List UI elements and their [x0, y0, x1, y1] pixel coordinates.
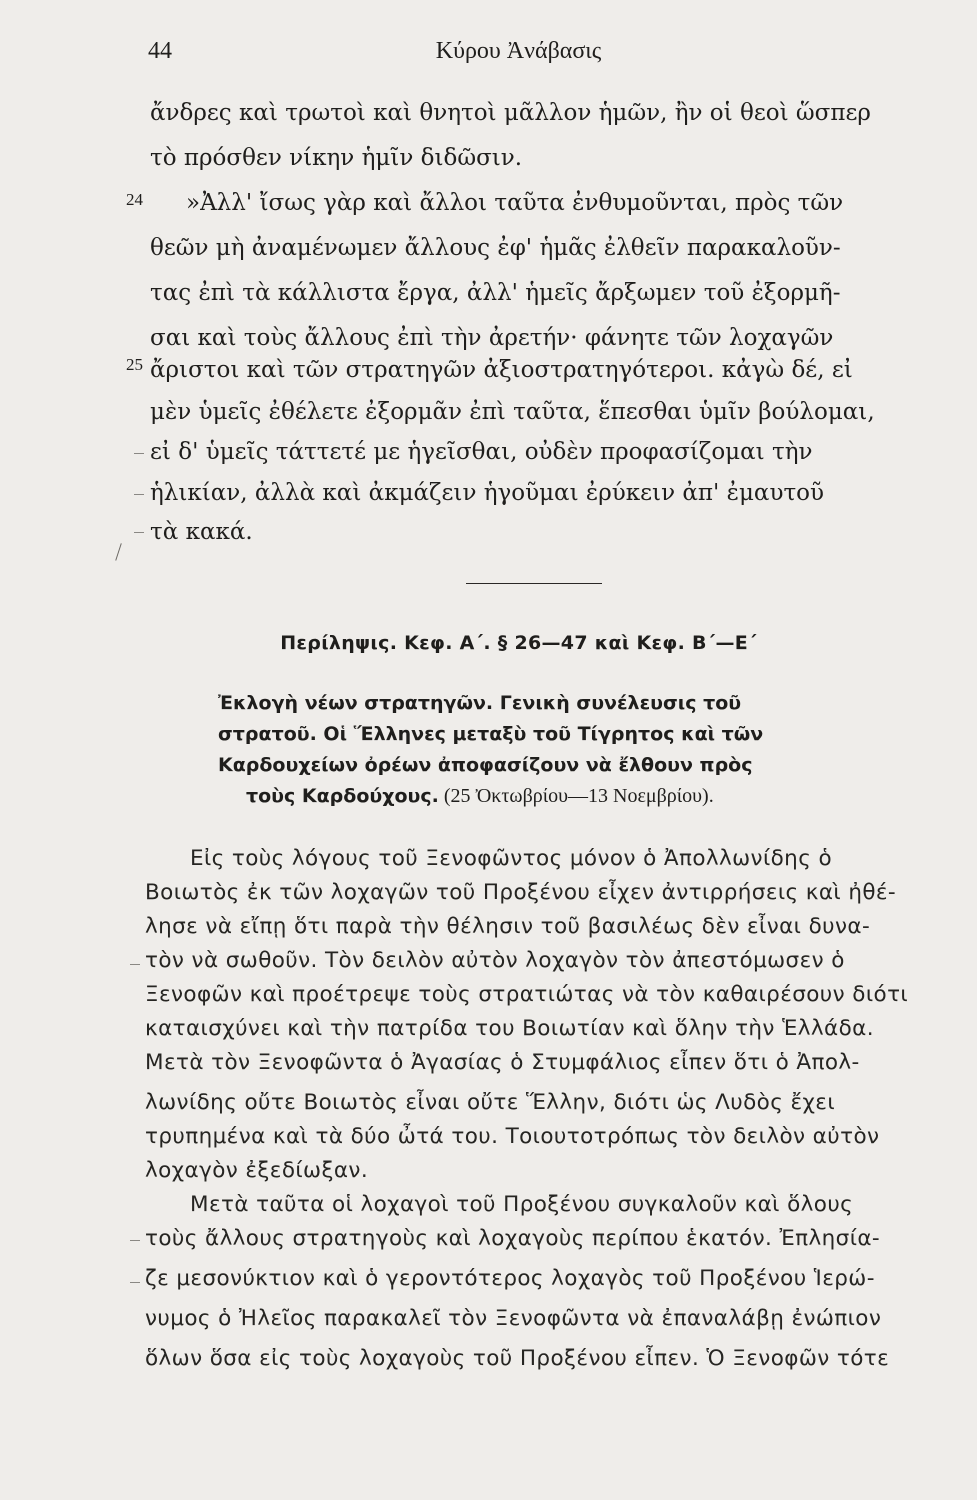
passage-line: »Ἀλλ' ἴσως γὰρ καὶ ἄλλοι ταῦτα ἐνθυμοῦνται, πρὸς τῶν	[186, 190, 844, 216]
narrative-line: Μετὰ τὸν Ξενοφῶντα ὁ Ἀγασίας ὁ Στυμφάλιος εἶπεν ὅτι ὁ Ἀπολ-	[145, 1050, 860, 1075]
page-number: 44	[148, 38, 172, 64]
narrative-line: λοχαγὸν ἐξεδίωξαν.	[145, 1158, 369, 1183]
passage-line: τὰ κακά.	[150, 519, 253, 545]
passage-line: τὸ πρόσθεν νίκην ἡμῖν διδῶσιν.	[150, 145, 523, 171]
passage-line: ἡλικίαν, ἀλλὰ καὶ ἀκμάζειν ἡγοῦμαι ἐρύκειν ἀπ' ἐμαυτοῦ	[150, 480, 824, 506]
narrative-line: τρυπημένα καὶ τὰ δύο ὦτά του. Τοιουτοτρόπως τὸν δειλὸν αὐτὸν	[145, 1124, 880, 1149]
narrative-line: Βοιωτὸς ἐκ τῶν λοχαγῶν τοῦ Προξένου εἶχεν ἀντιρρήσεις καὶ ἠθέ-	[145, 880, 897, 905]
summary-line: Καρδουχείων ὀρέων ἀποφασίζουν νὰ ἔλθουν πρὸς	[218, 754, 753, 776]
summary-line: Ἐκλογὴ νέων στρατηγῶν. Γενικὴ συνέλευσις τοῦ	[218, 692, 742, 714]
margin-tick	[134, 453, 144, 454]
narrative-line: Ξενοφῶν καὶ προέτρεψε τοὺς στρατιώτας νὰ τὸν καθαιρέσουν διότι	[145, 982, 909, 1007]
passage-line: μὲν ὑμεῖς ἐθέλετε ἐξορμᾶν ἐπὶ ταῦτα, ἕπεσθαι ὑμῖν βούλομαι,	[150, 399, 875, 425]
margin-tick	[130, 1240, 140, 1241]
narrative-line: τὸν νὰ σωθοῦν. Τὸν δειλὸν αὐτὸν λοχαγὸν τὸν ἀπεστόμωσεν ὁ	[145, 948, 845, 973]
narrative-line: ὅλων ὅσα εἰς τοὺς λοχαγοὺς τοῦ Προξένου εἶπεν. Ὁ Ξενοφῶν τότε	[145, 1346, 890, 1371]
narrative-line: Μετὰ ταῦτα οἱ λοχαγοὶ τοῦ Προξένου συγκαλοῦν καὶ ὅλους	[190, 1192, 854, 1217]
passage-line: ἄνδρες καὶ τρωτοὶ καὶ θνητοὶ μᾶλλον ἡμῶν, ἢν οἱ θεοὶ ὥσπερ	[150, 100, 871, 126]
passage-line: θεῶν μὴ ἀναμένωμεν ἄλλους ἐφ' ἡμᾶς ἐλθεῖν παρακαλοῦν-	[150, 235, 841, 261]
margin-tick	[130, 1282, 140, 1283]
summary-dates: (25 Ὀκτωβρίου—13 Νοεμβρίου).	[438, 785, 714, 807]
passage-line: σαι καὶ τοὺς ἄλλους ἐπὶ τὴν ἀρετήν· φάνητε τῶν λοχαγῶν	[150, 325, 834, 351]
section-marker: 24	[126, 190, 143, 209]
section-divider	[466, 583, 602, 584]
passage-line: ἄριστοι καὶ τῶν στρατηγῶν ἀξιοστρατηγότεροι. κἀγὼ δέ, εἰ	[150, 357, 853, 383]
narrative-line: ζε μεσονύκτιον καὶ ὁ γεροντότερος λοχαγὸς τοῦ Προξένου Ἱερώ-	[145, 1266, 875, 1291]
summary-heading: Περίληψις. Κεφ. Α΄. § 26—47 καὶ Κεφ. Β΄—Ε΄	[280, 632, 757, 654]
narrative-line: καταισχύνει καὶ τὴν πατρίδα του Βοιωτίαν καὶ ὅλην τὴν Ἑλλάδα.	[145, 1016, 874, 1041]
passage-line: τας ἐπὶ τὰ κάλλιστα ἔργα, ἀλλ' ἡμεῖς ἄρξωμεν τοῦ ἐξορμῆ-	[150, 280, 841, 306]
margin-tick	[130, 964, 140, 965]
narrative-line: λησε νὰ εἴπῃ ὅτι παρὰ τὴν θέλησιν τοῦ βασιλέως δὲν εἶναι δυνα-	[145, 914, 871, 939]
section-marker: 25	[126, 355, 143, 374]
summary-last-line	[246, 785, 714, 808]
running-title: Κύρου Ἀνάβασις	[435, 38, 602, 64]
margin-tick	[134, 532, 144, 533]
margin-tick	[134, 494, 144, 495]
margin-slash-mark	[115, 543, 122, 561]
narrative-line: τοὺς ἄλλους στρατηγοὺς καὶ λοχαγοὺς περίπου ἑκατόν. Ἐπλησία-	[145, 1226, 881, 1251]
narrative-line: νυμος ὁ Ἠλεῖος παρακαλεῖ τὸν Ξενοφῶντα νὰ ἐπαναλάβῃ ἐνώπιον	[145, 1306, 882, 1331]
narrative-line: Εἰς τοὺς λόγους τοῦ Ξενοφῶντος μόνον ὁ Ἀπολλωνίδης ὁ	[190, 846, 833, 871]
summary-bold-text: τοὺς Καρδούχους.	[246, 785, 439, 807]
summary-line: στρατοῦ. Οἱ Ἕλληνες μεταξὺ τοῦ Τίγρητος καὶ τῶν	[218, 723, 764, 745]
narrative-line: λωνίδης οὔτε Βοιωτὸς εἶναι οὔτε Ἕλλην, διότι ὡς Λυδὸς ἔχει	[145, 1090, 835, 1115]
passage-line: εἰ δ' ὑμεῖς τάττετέ με ἡγεῖσθαι, οὐδὲν προφασίζομαι τὴν	[150, 439, 813, 465]
